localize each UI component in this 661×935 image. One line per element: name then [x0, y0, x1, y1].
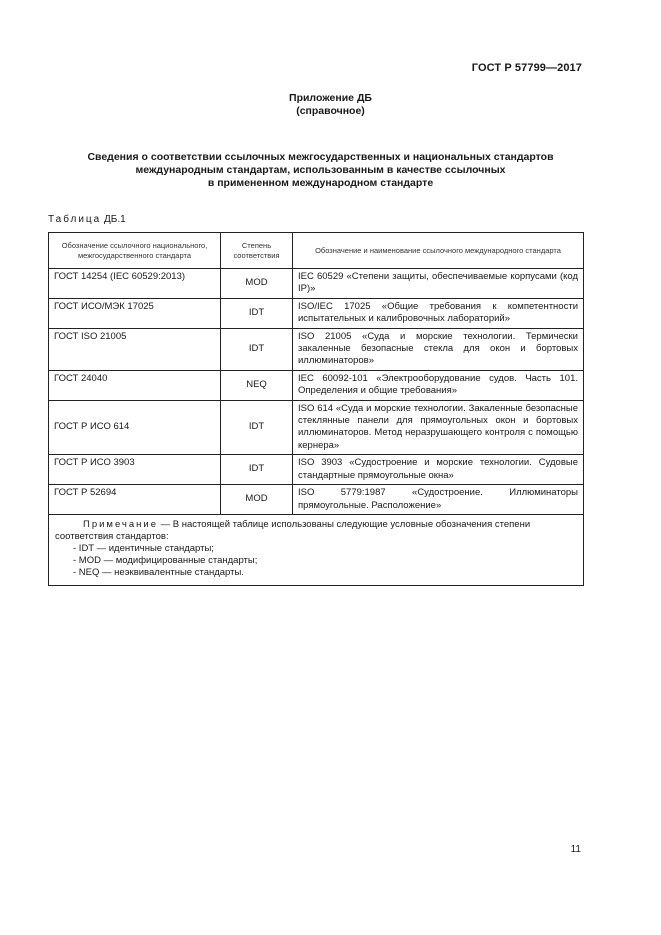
table-caption [48, 214, 126, 225]
table-row [49, 455, 584, 485]
table-row [49, 400, 584, 455]
cell-national-standard: ГОСТ 14254 (IEC 60529:2013) [49, 269, 221, 299]
cell-degree: NEQ [221, 370, 293, 400]
table-note [49, 514, 584, 585]
note-label: Примечание [83, 518, 158, 530]
cell-international-standard: ISO 614 «Суда и морские технологии. Закаленные безопасные стеклянные панели для прямоугольных окон и бортовых иллюминаторов. Метод неразрушающего контроля с помощью кернера» [293, 400, 584, 455]
cell-national-standard: ГОСТ ISO 21005 [49, 328, 221, 370]
header-international-standard: Обозначение и наименование ссылочного международного стандарта [293, 233, 584, 269]
cell-national-standard: ГОСТ Р ИСО 614 [49, 400, 221, 455]
cell-international-standard: ISO 5779:1987 «Судостроение. Иллюминаторы прямоугольные. Расположение» [293, 485, 584, 515]
section-heading [40, 151, 601, 190]
cell-degree: MOD [221, 269, 293, 299]
note-item-neq: - NEQ — неэквивалентные стандарты. [73, 566, 244, 578]
cell-degree: IDT [221, 298, 293, 328]
heading-line-1: Сведения о соответствии ссылочных межгосударственных и национальных стандартов [87, 151, 554, 163]
cell-degree: IDT [221, 400, 293, 455]
cell-international-standard: IEC 60529 «Степени защиты, обеспечиваемые корпусами (код IP)» [293, 269, 584, 299]
appendix-title: Приложение ДБ [289, 92, 372, 104]
note-item-mod: - MOD — модифицированные стандарты; [73, 554, 258, 566]
cell-national-standard: ГОСТ Р 52694 [49, 485, 221, 515]
cell-international-standard: ISO 21005 «Суда и морские технологии. Термически закаленные безопасные стекла для окон и бортовых иллюминаторов» [293, 328, 584, 370]
document-code: ГОСТ Р 57799—2017 [471, 62, 582, 74]
table-header-row [49, 233, 584, 269]
note-intro [55, 519, 577, 543]
cell-degree: IDT [221, 328, 293, 370]
cell-international-standard: ISO 3903 «Судостроение и морские технологии. Судовые стандартные прямоугольные окна» [293, 455, 584, 485]
table-row [49, 269, 584, 299]
table-row [49, 328, 584, 370]
cell-degree: IDT [221, 455, 293, 485]
table-row [49, 370, 584, 400]
appendix-subtitle: (справочное) [296, 105, 365, 117]
cell-degree: MOD [221, 485, 293, 515]
correspondence-table [48, 232, 584, 586]
table-row [49, 485, 584, 515]
cell-national-standard: ГОСТ ИСО/МЭК 17025 [49, 298, 221, 328]
page-number: 11 [570, 844, 581, 855]
header-national-standard: Обозначение ссылочного национального, межгосударственного стандарта [49, 233, 221, 269]
heading-line-3: в примененном международном стандарте [207, 177, 434, 189]
cell-national-standard: ГОСТ 24040 [49, 370, 221, 400]
table-caption-label: Таблица [48, 214, 102, 225]
table-row [49, 298, 584, 328]
note-text: — В настоящей таблице использованы следующие условные обозначения степени соответствия стандартов: [55, 518, 531, 542]
note-item-idt: - IDT — идентичные стандарты; [73, 542, 214, 554]
appendix-heading [0, 92, 661, 118]
cell-international-standard: ISO/IEC 17025 «Общие требования к компетентности испытательных и калибровочных лабораторий» [293, 298, 584, 328]
header-degree: Степень соответствия [221, 233, 293, 269]
table-note-row [49, 514, 584, 585]
cell-national-standard: ГОСТ Р ИСО 3903 [49, 455, 221, 485]
cell-international-standard: IEC 60092-101 «Электрооборудование судов. Часть 101. Определения и общие требования» [293, 370, 584, 400]
table-caption-number: ДБ.1 [104, 214, 126, 225]
heading-line-2: международным стандартам, использованным в качестве ссылочных [135, 164, 506, 176]
